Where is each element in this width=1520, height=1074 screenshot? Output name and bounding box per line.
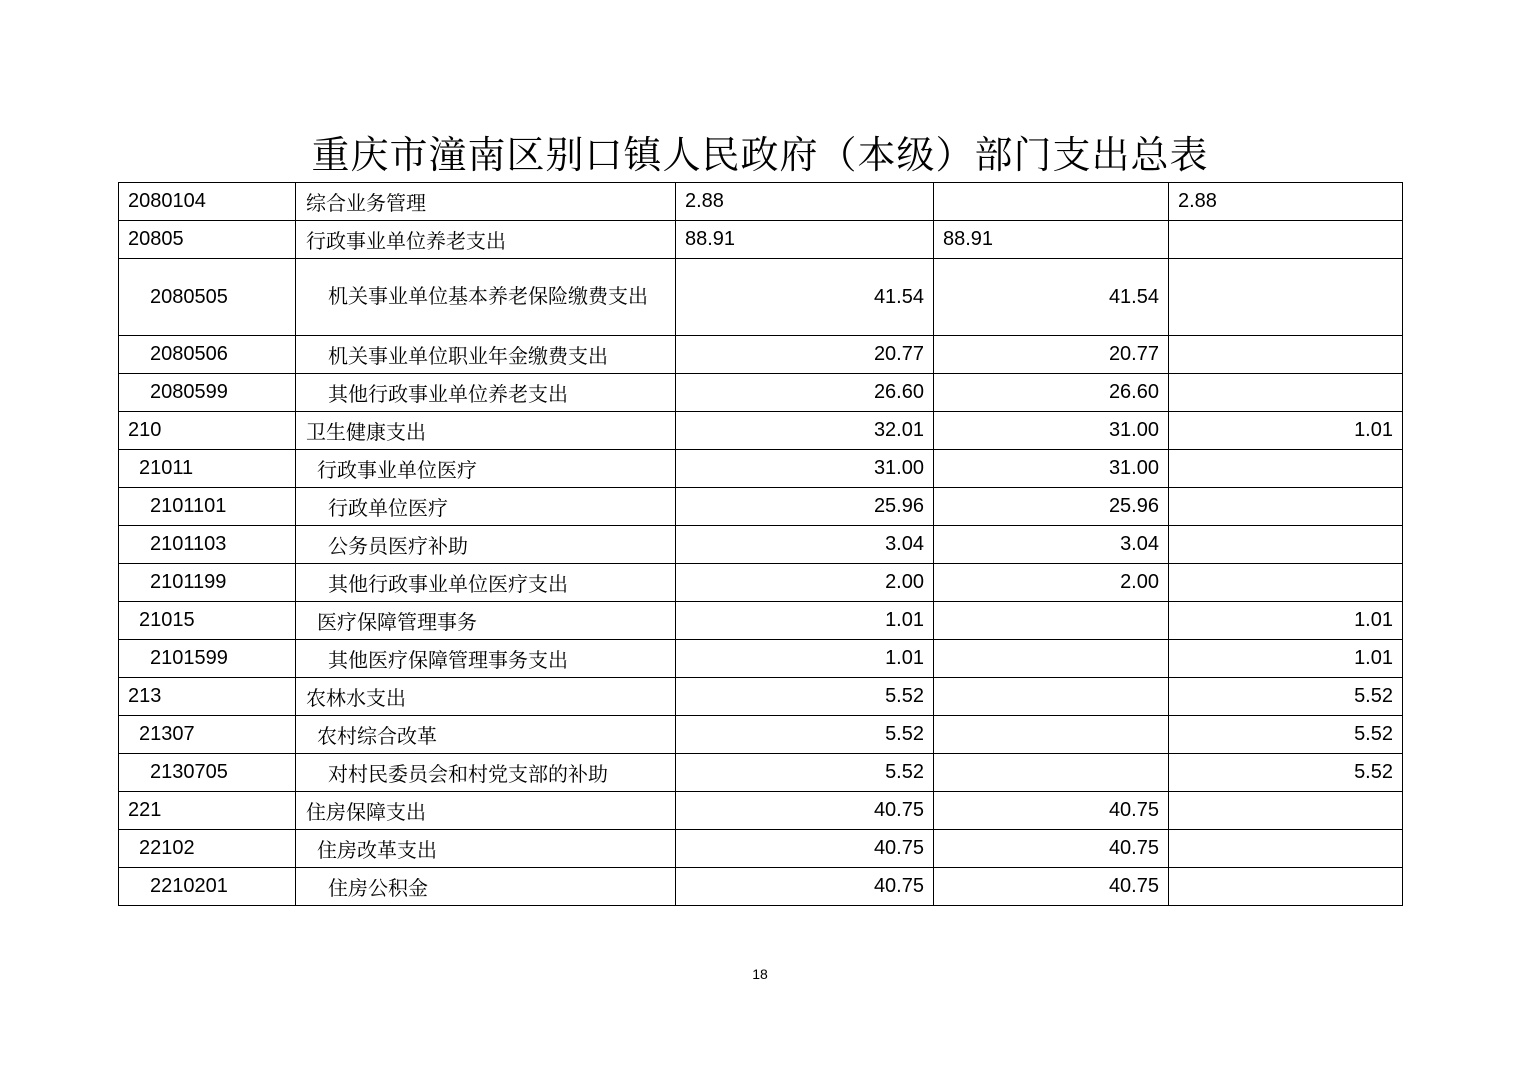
table-row <box>119 792 1403 830</box>
subject-name-cell: 其他医疗保障管理事务支出 <box>296 640 676 678</box>
subject-code-cell: 2080599 <box>119 374 296 412</box>
subject-name-cell: 农林水支出 <box>296 678 676 716</box>
table-row <box>119 336 1403 374</box>
subject-name-cell: 住房保障支出 <box>296 792 676 830</box>
project-expenditure-cell <box>1169 374 1403 412</box>
subject-code-cell: 2080506 <box>119 336 296 374</box>
table-row <box>119 526 1403 564</box>
basic-expenditure-cell <box>934 183 1169 221</box>
total-amount-cell: 20.77 <box>676 336 934 374</box>
total-amount-cell: 26.60 <box>676 374 934 412</box>
basic-expenditure-cell: 41.54 <box>934 259 1169 336</box>
table-row <box>119 868 1403 906</box>
table-row <box>119 640 1403 678</box>
table-row <box>119 602 1403 640</box>
project-expenditure-cell <box>1169 488 1403 526</box>
subject-name-cell: 综合业务管理 <box>296 183 676 221</box>
subject-name-cell: 行政事业单位医疗 <box>296 450 676 488</box>
table-body <box>119 183 1403 906</box>
total-amount-cell: 3.04 <box>676 526 934 564</box>
basic-expenditure-cell: 25.96 <box>934 488 1169 526</box>
table-row <box>119 716 1403 754</box>
subject-name-cell: 其他行政事业单位养老支出 <box>296 374 676 412</box>
subject-code-cell: 210 <box>119 412 296 450</box>
subject-name-cell: 住房改革支出 <box>296 830 676 868</box>
subject-name-cell: 农村综合改革 <box>296 716 676 754</box>
subject-code-cell: 2080104 <box>119 183 296 221</box>
total-amount-cell: 2.88 <box>676 183 934 221</box>
subject-code-cell: 2101199 <box>119 564 296 602</box>
subject-code-cell: 2080505 <box>119 259 296 336</box>
basic-expenditure-cell: 40.75 <box>934 868 1169 906</box>
subject-name-cell: 卫生健康支出 <box>296 412 676 450</box>
basic-expenditure-cell: 20.77 <box>934 336 1169 374</box>
basic-expenditure-cell: 3.04 <box>934 526 1169 564</box>
subject-code-cell: 2101599 <box>119 640 296 678</box>
basic-expenditure-cell: 88.91 <box>934 221 1169 259</box>
project-expenditure-cell: 1.01 <box>1169 602 1403 640</box>
table-row <box>119 450 1403 488</box>
total-amount-cell: 32.01 <box>676 412 934 450</box>
table-row <box>119 183 1403 221</box>
subject-code-cell: 21011 <box>119 450 296 488</box>
basic-expenditure-cell: 31.00 <box>934 412 1169 450</box>
subject-name-cell: 住房公积金 <box>296 868 676 906</box>
total-amount-cell: 1.01 <box>676 640 934 678</box>
project-expenditure-cell <box>1169 221 1403 259</box>
project-expenditure-cell <box>1169 336 1403 374</box>
subject-name-cell: 医疗保障管理事务 <box>296 602 676 640</box>
subject-code-cell: 2210201 <box>119 868 296 906</box>
table-row <box>119 221 1403 259</box>
table-row <box>119 412 1403 450</box>
project-expenditure-cell: 1.01 <box>1169 640 1403 678</box>
table-row <box>119 488 1403 526</box>
subject-code-cell: 2130705 <box>119 754 296 792</box>
total-amount-cell: 5.52 <box>676 754 934 792</box>
subject-code-cell: 2101101 <box>119 488 296 526</box>
project-expenditure-cell: 5.52 <box>1169 678 1403 716</box>
total-amount-cell: 2.00 <box>676 564 934 602</box>
basic-expenditure-cell <box>934 640 1169 678</box>
subject-name-cell: 行政单位医疗 <box>296 488 676 526</box>
basic-expenditure-cell: 40.75 <box>934 792 1169 830</box>
basic-expenditure-cell <box>934 754 1169 792</box>
total-amount-cell: 25.96 <box>676 488 934 526</box>
table-row <box>119 830 1403 868</box>
project-expenditure-cell: 1.01 <box>1169 412 1403 450</box>
project-expenditure-cell <box>1169 259 1403 336</box>
subject-code-cell: 20805 <box>119 221 296 259</box>
table-row <box>119 374 1403 412</box>
subject-code-cell: 213 <box>119 678 296 716</box>
subject-code-cell: 2101103 <box>119 526 296 564</box>
project-expenditure-cell <box>1169 830 1403 868</box>
total-amount-cell: 40.75 <box>676 830 934 868</box>
total-amount-cell: 40.75 <box>676 868 934 906</box>
table-row <box>119 564 1403 602</box>
total-amount-cell: 41.54 <box>676 259 934 336</box>
project-expenditure-cell: 5.52 <box>1169 716 1403 754</box>
table-row <box>119 754 1403 792</box>
subject-name-cell: 机关事业单位基本养老保险缴费支出 <box>296 259 676 336</box>
total-amount-cell: 5.52 <box>676 716 934 754</box>
basic-expenditure-cell: 26.60 <box>934 374 1169 412</box>
subject-code-cell: 22102 <box>119 830 296 868</box>
table-row <box>119 259 1403 336</box>
project-expenditure-cell <box>1169 564 1403 602</box>
subject-name-cell: 其他行政事业单位医疗支出 <box>296 564 676 602</box>
project-expenditure-cell <box>1169 868 1403 906</box>
basic-expenditure-cell: 40.75 <box>934 830 1169 868</box>
subject-code-cell: 221 <box>119 792 296 830</box>
expenditure-table <box>118 182 1403 906</box>
basic-expenditure-cell: 2.00 <box>934 564 1169 602</box>
subject-name-cell: 机关事业单位职业年金缴费支出 <box>296 336 676 374</box>
total-amount-cell: 1.01 <box>676 602 934 640</box>
subject-name-cell: 对村民委员会和村党支部的补助 <box>296 754 676 792</box>
page-title: 重庆市潼南区别口镇人民政府（本级）部门支出总表 <box>311 135 1209 177</box>
page-number: 18 <box>752 966 768 982</box>
total-amount-cell: 40.75 <box>676 792 934 830</box>
total-amount-cell: 31.00 <box>676 450 934 488</box>
project-expenditure-cell <box>1169 792 1403 830</box>
project-expenditure-cell <box>1169 450 1403 488</box>
basic-expenditure-cell <box>934 716 1169 754</box>
total-amount-cell: 88.91 <box>676 221 934 259</box>
subject-name-cell: 行政事业单位养老支出 <box>296 221 676 259</box>
subject-code-cell: 21015 <box>119 602 296 640</box>
project-expenditure-cell: 2.88 <box>1169 183 1403 221</box>
basic-expenditure-cell: 31.00 <box>934 450 1169 488</box>
project-expenditure-cell: 5.52 <box>1169 754 1403 792</box>
project-expenditure-cell <box>1169 526 1403 564</box>
total-amount-cell: 5.52 <box>676 678 934 716</box>
table-row <box>119 678 1403 716</box>
basic-expenditure-cell <box>934 602 1169 640</box>
basic-expenditure-cell <box>934 678 1169 716</box>
subject-code-cell: 21307 <box>119 716 296 754</box>
subject-name-cell: 公务员医疗补助 <box>296 526 676 564</box>
